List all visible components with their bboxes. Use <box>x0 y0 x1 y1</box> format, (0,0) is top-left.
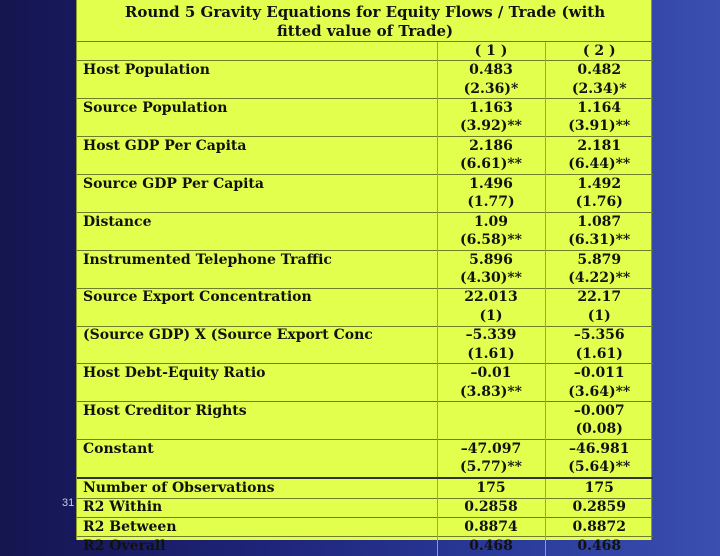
column-2-value: 0.8872 <box>545 517 653 536</box>
row-label: (Source GDP) X (Source Export Conc <box>77 326 437 345</box>
row-label: Host Creditor Rights <box>77 402 437 421</box>
row-label <box>77 383 437 402</box>
tstat-row <box>77 231 653 250</box>
row-label: R2 Between <box>77 517 437 536</box>
statistic-row <box>77 498 653 517</box>
column-2-value: (1.76) <box>545 194 653 213</box>
header-blank-cell <box>77 42 437 61</box>
column-2-value: (6.31)** <box>545 231 653 250</box>
table-title <box>77 0 653 42</box>
column-header-row <box>77 42 653 61</box>
tstat-row <box>77 194 653 213</box>
column-1-value: 22.013 <box>437 288 545 307</box>
column-2-value: 5.879 <box>545 250 653 269</box>
tstat-row <box>77 307 653 326</box>
tstat-row <box>77 156 653 175</box>
column-1-value: (3.83)** <box>437 383 545 402</box>
coefficient-row <box>77 440 653 459</box>
row-label: Host Debt-Equity Ratio <box>77 364 437 383</box>
column-2-value: 22.17 <box>545 288 653 307</box>
row-label: Host GDP Per Capita <box>77 137 437 156</box>
tstat-row <box>77 269 653 288</box>
column-2-value: 0.482 <box>545 61 653 80</box>
row-label <box>77 307 437 326</box>
coefficient-row <box>77 137 653 156</box>
tstat-row <box>77 459 653 478</box>
tstat-row <box>77 383 653 402</box>
row-label <box>77 421 437 440</box>
coefficient-row <box>77 326 653 345</box>
row-label: Constant <box>77 440 437 459</box>
table-title-line-2: fitted value of Trade) <box>276 22 454 40</box>
column-2-value: 1.164 <box>545 99 653 118</box>
row-label: Host Population <box>77 61 437 80</box>
row-label <box>77 345 437 364</box>
column-1-value: 1.163 <box>437 99 545 118</box>
column-1-value <box>437 402 545 421</box>
row-label: Source Population <box>77 99 437 118</box>
column-1-value: –0.01 <box>437 364 545 383</box>
column-1-value: 5.896 <box>437 250 545 269</box>
column-1-value: 2.186 <box>437 137 545 156</box>
column-2-value: –5.356 <box>545 326 653 345</box>
column-1-value: 1.496 <box>437 175 545 194</box>
table-title-line-1: Round 5 Gravity Equations for Equity Flows / Trade (with <box>124 3 606 21</box>
column-2-value: (4.22)** <box>545 269 653 288</box>
column-1-value <box>437 421 545 440</box>
row-label: Source GDP Per Capita <box>77 175 437 194</box>
column-2-value: (3.91)** <box>545 118 653 137</box>
column-1-value: (1) <box>437 307 545 326</box>
column-header-2: ( 2 ) <box>545 42 653 61</box>
column-2-value: 1.087 <box>545 212 653 231</box>
row-label: Distance <box>77 212 437 231</box>
column-2-value: (1) <box>545 307 653 326</box>
column-header-1: ( 1 ) <box>437 42 545 61</box>
column-1-value: 0.2858 <box>437 498 545 517</box>
statistic-row <box>77 517 653 536</box>
coefficient-row <box>77 402 653 421</box>
column-2-value: –0.011 <box>545 364 653 383</box>
row-label <box>77 269 437 288</box>
coefficient-row <box>77 175 653 194</box>
row-label: R2 Within <box>77 498 437 517</box>
row-label: Instrumented Telephone Traffic <box>77 250 437 269</box>
column-2-value: (1.61) <box>545 345 653 364</box>
row-label <box>77 118 437 137</box>
column-1-value: (6.58)** <box>437 231 545 250</box>
column-2-value: 1.492 <box>545 175 653 194</box>
regression-table <box>77 41 653 556</box>
coefficient-row <box>77 61 653 80</box>
column-1-value: (2.36)* <box>437 80 545 99</box>
coefficient-row <box>77 250 653 269</box>
row-label: R2 Overall <box>77 537 437 556</box>
column-1-value: 175 <box>437 478 545 498</box>
column-2-value: (5.64)** <box>545 459 653 478</box>
row-label <box>77 80 437 99</box>
row-label: Number of Observations <box>77 478 437 498</box>
column-1-value: 0.8874 <box>437 517 545 536</box>
column-2-value: (2.34)* <box>545 80 653 99</box>
coefficient-row <box>77 364 653 383</box>
row-label: Source Export Concentration <box>77 288 437 307</box>
column-2-value: (0.08) <box>545 421 653 440</box>
row-label <box>77 194 437 213</box>
tstat-row <box>77 118 653 137</box>
row-label <box>77 156 437 175</box>
column-1-value: 0.483 <box>437 61 545 80</box>
coefficient-row <box>77 288 653 307</box>
column-2-value: 0.2859 <box>545 498 653 517</box>
regression-table-panel <box>76 0 652 555</box>
slide-number: 31 <box>62 497 75 509</box>
column-2-value: –46.981 <box>545 440 653 459</box>
coefficient-row <box>77 212 653 231</box>
column-1-value: (6.61)** <box>437 156 545 175</box>
column-2-value: 175 <box>545 478 653 498</box>
column-1-value: (1.61) <box>437 345 545 364</box>
column-2-value: 2.181 <box>545 137 653 156</box>
row-label <box>77 231 437 250</box>
column-1-value: –5.339 <box>437 326 545 345</box>
column-2-value: (6.44)** <box>545 156 653 175</box>
statistic-row <box>77 478 653 498</box>
column-1-value: 0.468 <box>437 537 545 556</box>
tstat-row <box>77 80 653 99</box>
column-1-value: (5.77)** <box>437 459 545 478</box>
column-1-value: (3.92)** <box>437 118 545 137</box>
column-1-value: (4.30)** <box>437 269 545 288</box>
row-label <box>77 459 437 478</box>
tstat-row <box>77 421 653 440</box>
column-1-value: 1.09 <box>437 212 545 231</box>
coefficient-row <box>77 99 653 118</box>
column-2-value: 0.468 <box>545 537 653 556</box>
column-1-value: (1.77) <box>437 194 545 213</box>
tstat-row <box>77 345 653 364</box>
column-2-value: (3.64)** <box>545 383 653 402</box>
column-1-value: –47.097 <box>437 440 545 459</box>
column-2-value: –0.007 <box>545 402 653 421</box>
